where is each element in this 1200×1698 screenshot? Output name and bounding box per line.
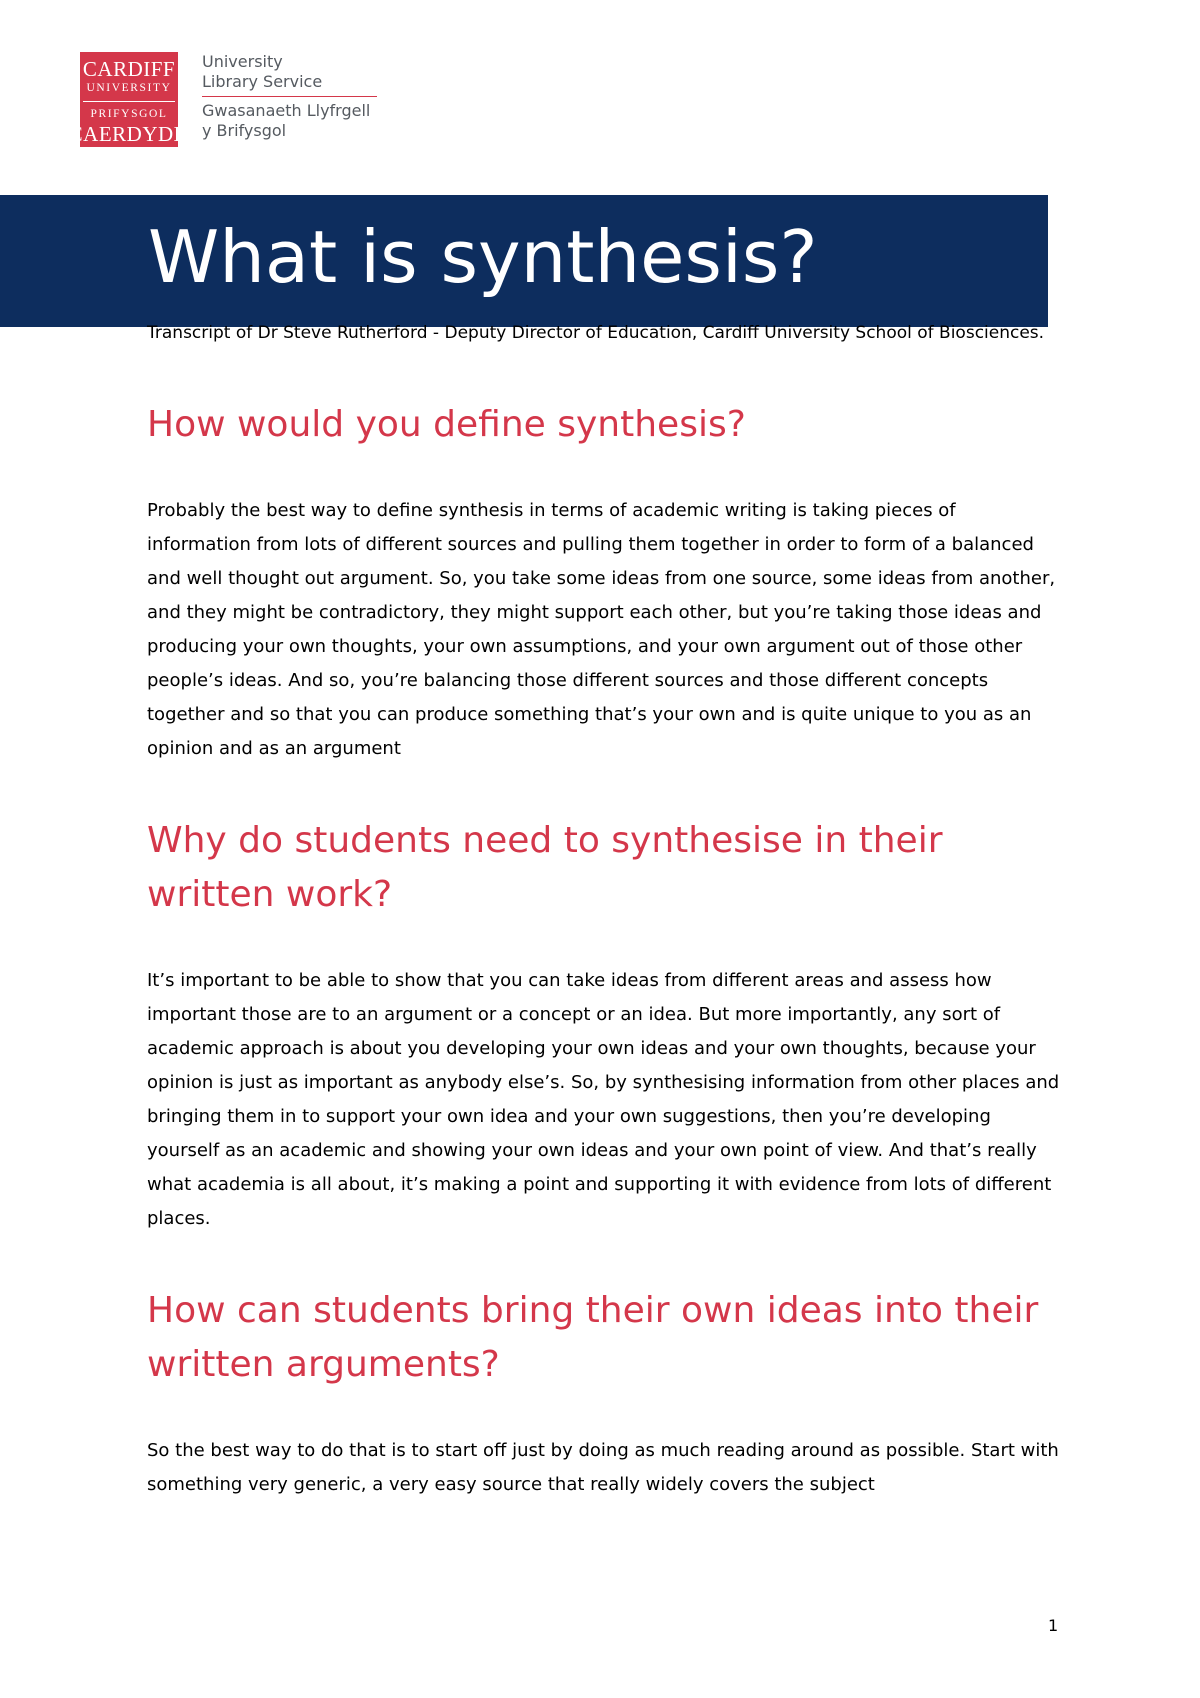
logo-mark-line2: UNIVERSITY [86, 82, 172, 94]
page-title: What is synthesis? [148, 215, 818, 299]
university-crest-logo [68, 52, 190, 147]
section-heading-why: Why do students need to synthesise in their written work? [147, 820, 943, 915]
logo-mark-line3: PRIFYSGOL [90, 108, 168, 120]
document-body [147, 316, 1062, 1502]
section-body-why: It’s important to be able to show that you can take ideas from different areas and assess how important those are to an argument or a concept or an idea. But more importantly, any sort of academic approach is about you developing your own ideas and your own thoughts, because your opinion is just as important as anybody else’s. So, by synthesising information from other places and bringing them in to support your own idea and your own suggestions, then you’re developing yourself as an academic and showing your own ideas and your own point of view. And that’s really what academia is all about, it’s making a point and supporting it with evidence from lots of different places. [147, 970, 1060, 1229]
logo-mark-line1: CARDIFF [82, 57, 176, 81]
logo-welsh-line2: y Brifysgol [202, 121, 287, 140]
section-body-define: Probably the best way to define synthesis in terms of academic writing is taking pieces of information from lots of different sources and pulling them together in order to form of a balanced and well thought out argument. So, you take some ideas from one source, some ideas from another, and they might be contradictory, they might support each other, but you’re taking those ideas and producing your own thoughts, your own assumptions, and your own argument out of those other people’s ideas. And so, you’re balancing those different sources and those different concepts together and so that you can produce something that’s your own and is quite unique to you as an opinion and as an argument [147, 500, 1056, 759]
section-body-how: So the best way to do that is to start off just by doing as much reading around as possible. Start with something very generic, a very easy source that really widely covers the subject [147, 1440, 1059, 1495]
logo-service-name [202, 52, 377, 141]
section-heading-define: How would you define synthesis? [147, 404, 746, 445]
transcript-intro: Transcript of Dr Steve Rutherford - Deputy Director of Education, Cardiff University School of Biosciences. [147, 323, 1045, 343]
logo [68, 52, 377, 147]
logo-english-line2: Library Service [202, 72, 323, 91]
logo-english-name [202, 52, 377, 97]
logo-welsh-line1: Gwasanaeth Llyfrgell [202, 101, 371, 120]
logo-mark-divider [83, 101, 175, 103]
logo-mark-line4: CAERDYDD [68, 121, 190, 146]
page-number: 1 [1048, 1616, 1059, 1635]
section-heading-how: How can students bring their own ideas into their written arguments? [147, 1290, 1039, 1385]
logo-welsh-name [202, 97, 377, 141]
logo-english-line1: University [202, 52, 283, 71]
